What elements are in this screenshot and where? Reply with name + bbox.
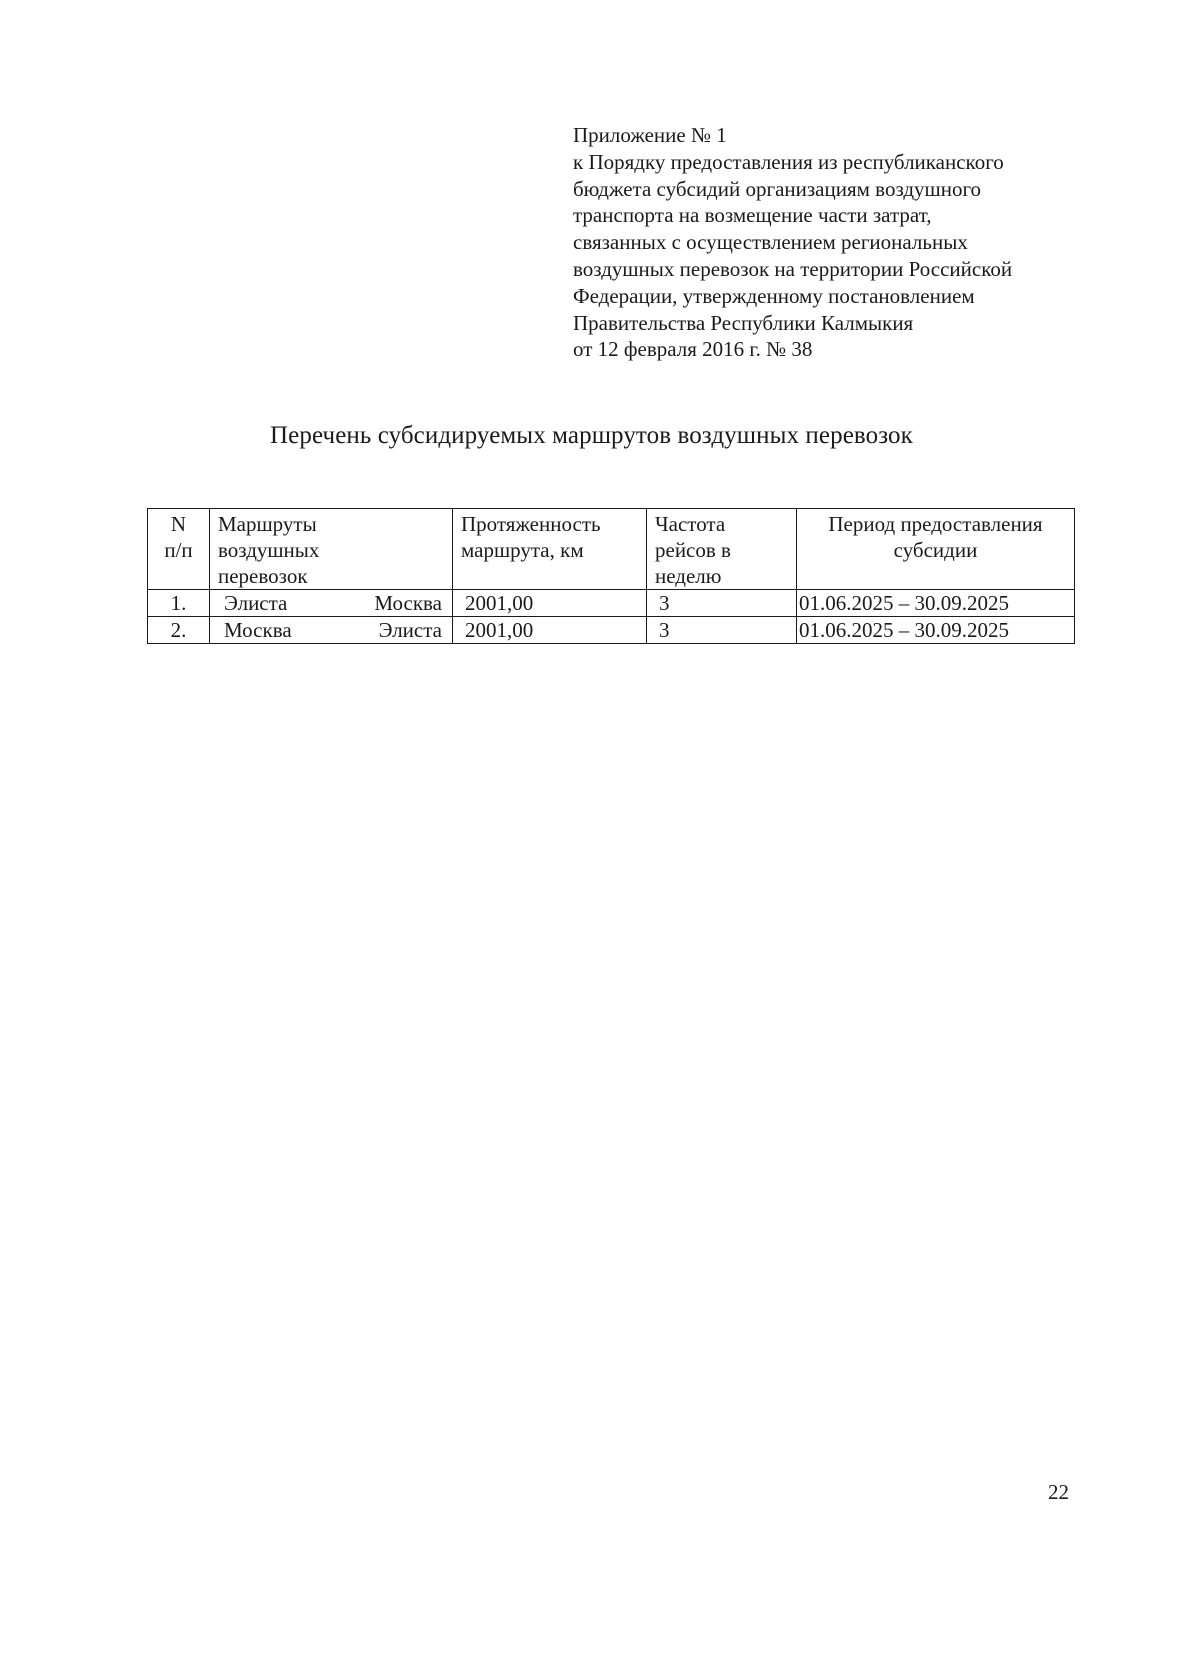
route-to: Элиста: [378, 618, 442, 642]
route-to: Москва: [374, 591, 442, 615]
header-period-line: Период предоставления: [828, 512, 1043, 536]
header-frequency: [647, 509, 797, 590]
routes-table: [147, 508, 1075, 644]
header-num: [148, 509, 210, 590]
row-length: 2001,00: [453, 617, 647, 644]
appendix-line: от 12 февраля 2016 г. № 38: [573, 337, 813, 362]
header-period-line: субсидии: [893, 538, 978, 562]
header-frequency-line: Частота: [655, 512, 726, 536]
header-route: [210, 509, 453, 590]
header-num-line: п/п: [164, 538, 193, 562]
header-length-line: маршрута, км: [461, 538, 584, 562]
row-route: [210, 617, 453, 644]
row-frequency: 3: [647, 617, 797, 644]
appendix-line: бюджета субсидий организациям воздушного: [573, 176, 982, 201]
appendix-line: воздушных перевозок на территории Российской: [573, 256, 1013, 281]
header-frequency-line: рейсов в: [655, 538, 731, 562]
header-length-line: Протяженность: [461, 512, 601, 536]
header-num-line: N: [170, 512, 187, 536]
appendix-line: к Порядку предоставления из республиканского: [573, 149, 1004, 174]
row-period: 01.06.2025 – 30.09.2025: [797, 590, 1075, 617]
header-length: [453, 509, 647, 590]
appendix-line: связанных с осуществлением региональных: [573, 230, 968, 255]
row-route: [210, 590, 453, 617]
row-num: 1.: [148, 590, 210, 617]
header-period: [797, 509, 1075, 590]
page-number: 22: [1048, 1480, 1069, 1504]
header-route-line: воздушных: [218, 538, 320, 562]
header-route-line: Маршруты: [218, 512, 317, 536]
appendix-note: [573, 122, 1093, 363]
row-frequency: 3: [647, 590, 797, 617]
document-title: Перечень субсидируемых маршрутов воздушных перевозок: [270, 422, 913, 449]
route-from: Москва: [224, 618, 292, 642]
table-row: [148, 590, 1075, 617]
appendix-line: транспорта на возмещение части затрат,: [573, 203, 932, 228]
appendix-line: Федерации, утвержденному постановлением: [573, 283, 975, 308]
table-header-row: [148, 509, 1075, 590]
table-row: [148, 617, 1075, 644]
appendix-line: Правительства Республики Калмыкия: [573, 310, 914, 335]
row-num: 2.: [148, 617, 210, 644]
route-from: Элиста: [224, 591, 288, 615]
header-frequency-line: неделю: [655, 564, 722, 588]
header-route-line: перевозок: [218, 564, 308, 588]
row-length: 2001,00: [453, 590, 647, 617]
row-period: 01.06.2025 – 30.09.2025: [797, 617, 1075, 644]
appendix-line: Приложение № 1: [573, 123, 727, 147]
